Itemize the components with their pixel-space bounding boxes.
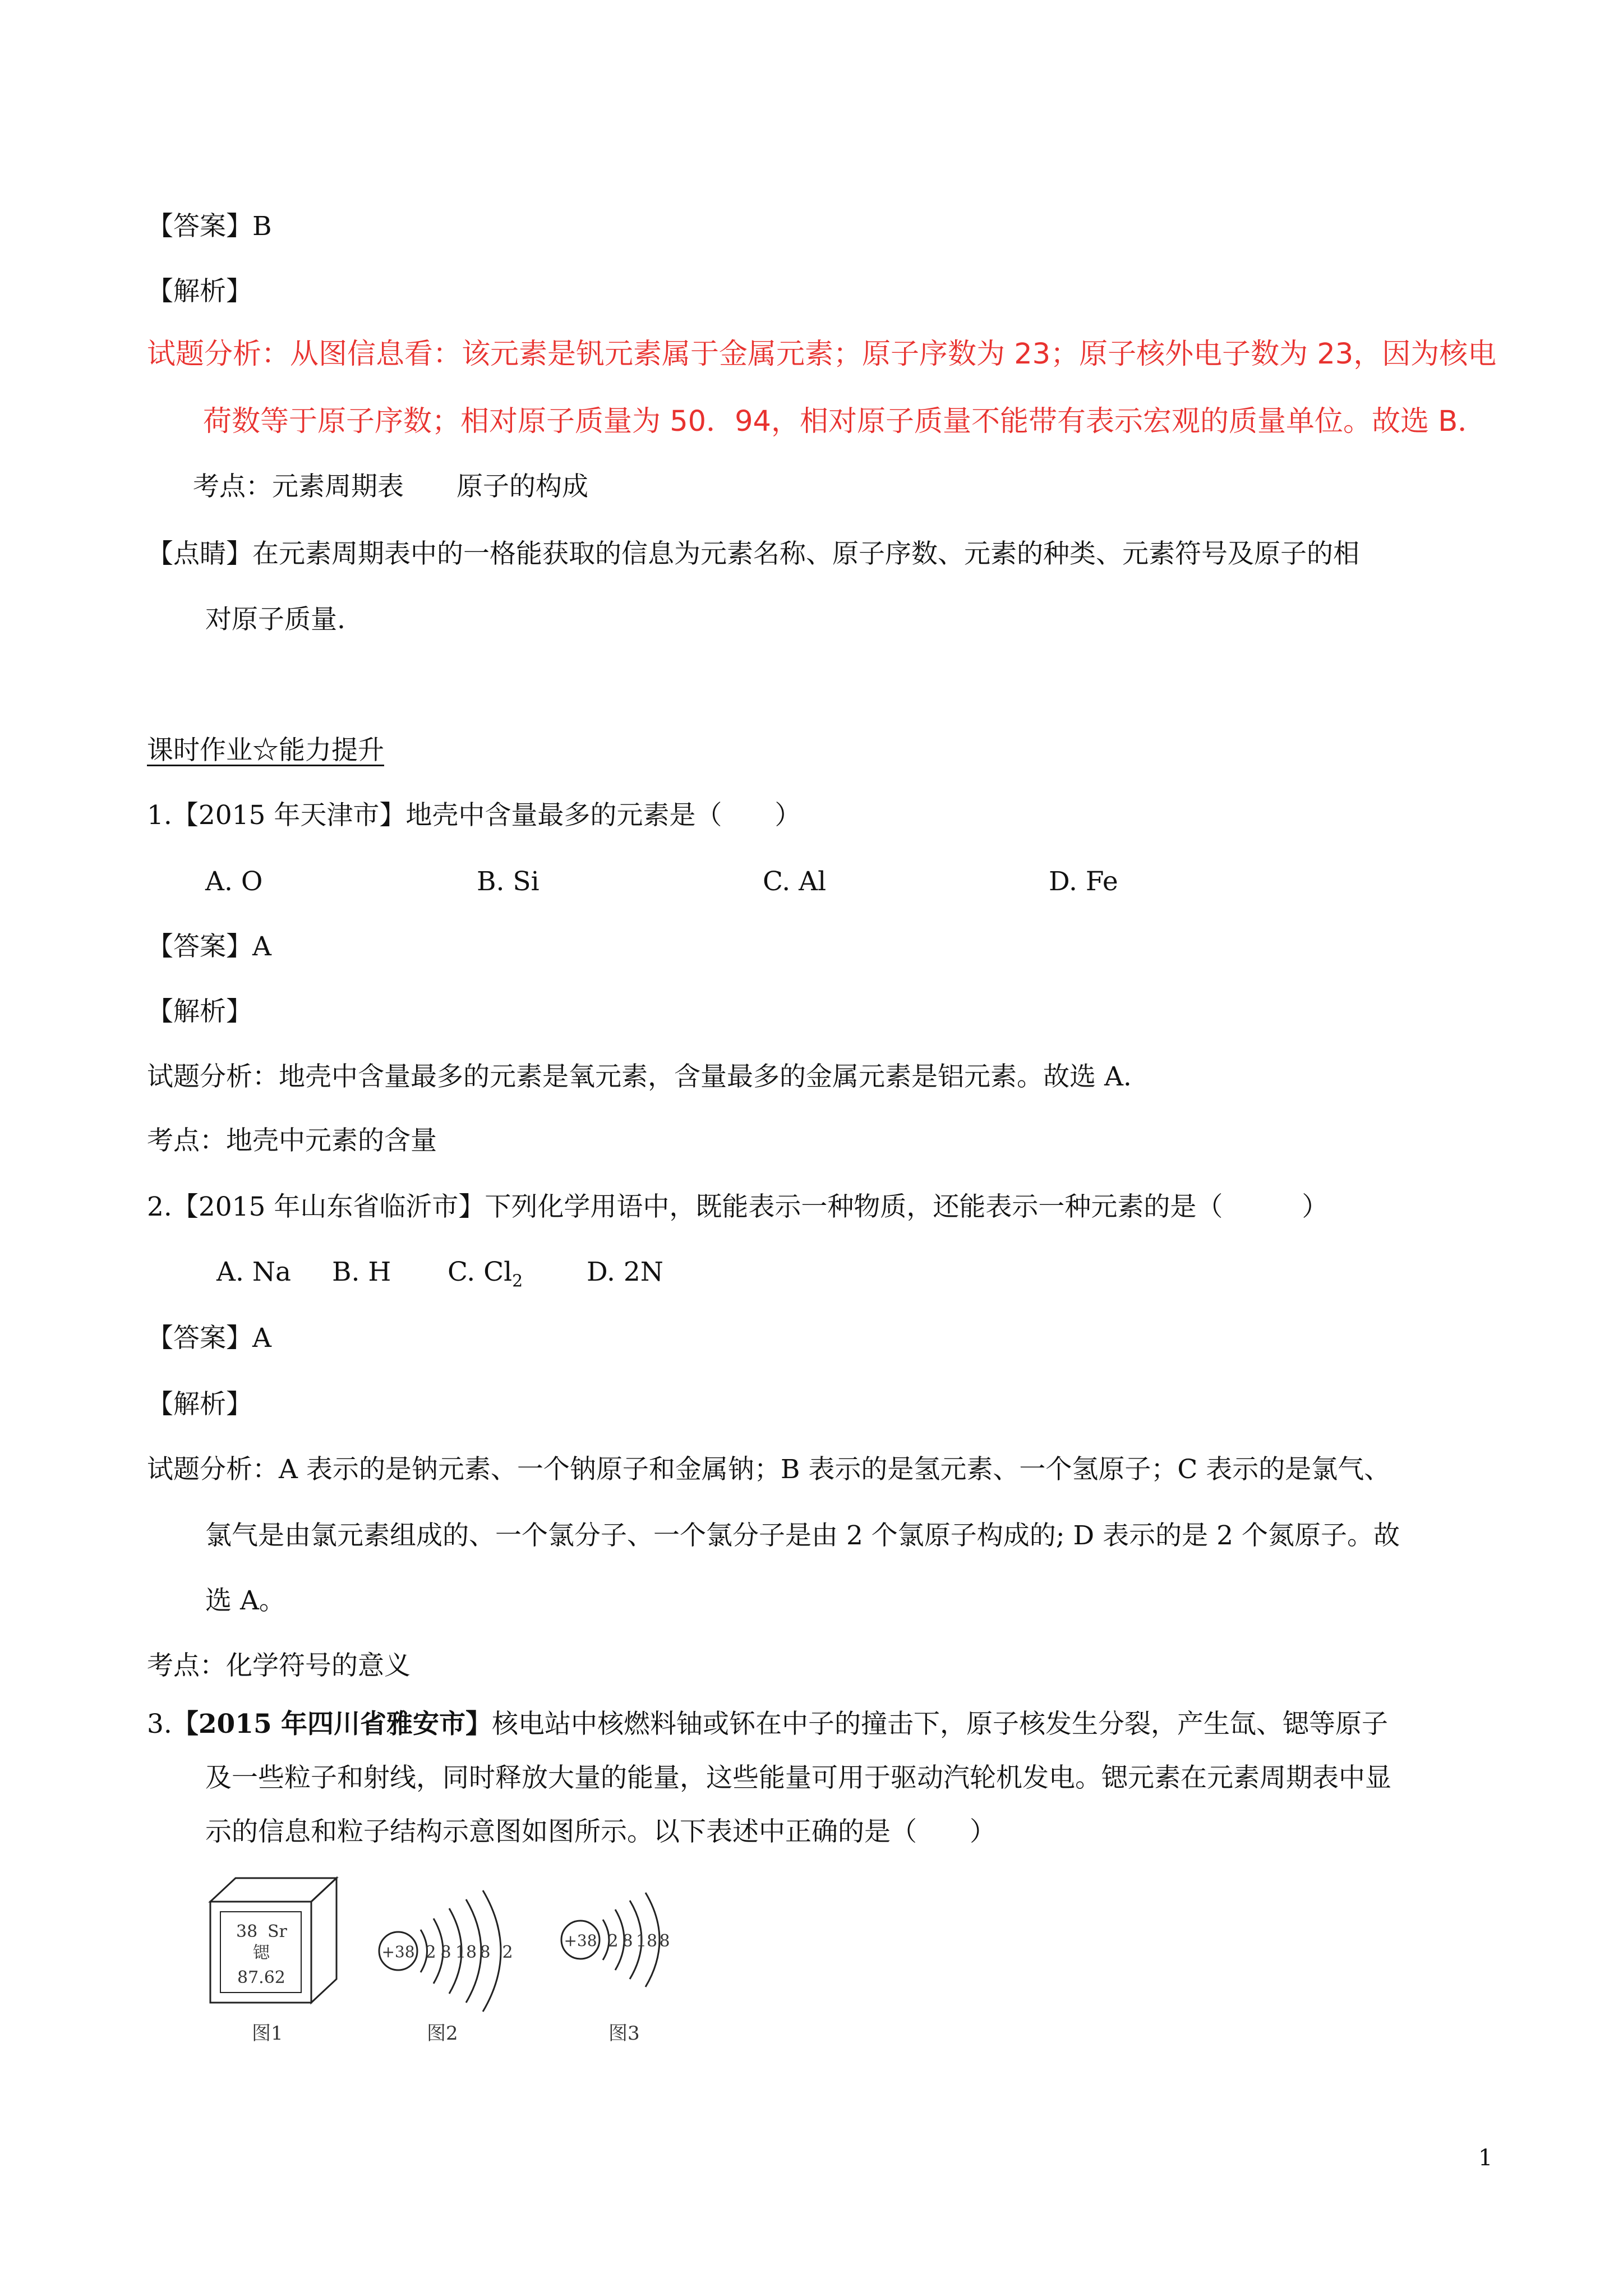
option-c bbox=[448, 1255, 523, 1298]
nucleus-charge: +38 bbox=[564, 1931, 597, 1950]
dianjing-line: 【点睛】在元素周期表中的一格能获取的信息为元素名称、原子序数、元素的种类、元素符号及原子的相 bbox=[147, 539, 1359, 569]
shell-electrons: 18 bbox=[455, 1943, 477, 1962]
question-2 bbox=[147, 1190, 1328, 1224]
dianjing-line: 对原子质量. bbox=[205, 604, 345, 635]
question-stem: 核电站中核燃料铀或钚在中子的撞击下，原子核发生分裂，产生氙、锶等原子 bbox=[492, 1709, 1389, 1740]
question-source: 【2015 年四川省雅安市】 bbox=[172, 1709, 492, 1740]
question-stem: 及一些粒子和射线，同时释放大量的能量，这些能量可用于驱动汽轮机发电。锶元素在元素周期表中显 bbox=[205, 1763, 1391, 1793]
kaodian-line: 考点：化学符号的意义 bbox=[147, 1650, 411, 1681]
analysis-text-red: 荷数等于原子序数；相对原子质量为 50．94，相对原子质量不能带有表示宏观的质量单位。故选 B． bbox=[203, 405, 1487, 438]
analysis-text: 氯气是由氯元素组成的、一个氯分子、一个氯分子是由 2 个氯原子构成的; D 表示的是 2 个氮原子。故 bbox=[205, 1520, 1400, 1551]
subscript: 2 bbox=[512, 1271, 523, 1291]
question-stem: 下列化学用语中，既能表示一种物质，还能表示一种元素的是（ ） bbox=[485, 1191, 1329, 1222]
option-b: B. H bbox=[332, 1257, 391, 1287]
question-stem: 示的信息和粒子结构示意图如图所示。以下表述中正确的是（ ） bbox=[205, 1816, 996, 1847]
shell-electrons: 18 bbox=[635, 1931, 658, 1951]
option-c: C. Al bbox=[763, 866, 827, 897]
atom-structure-diagram-1 bbox=[379, 1890, 513, 2045]
question-source: 【2015 年天津市】 bbox=[172, 800, 406, 831]
question-number: 3. bbox=[147, 1709, 172, 1740]
figure-caption-2: 图2 bbox=[427, 2022, 458, 2045]
shell-electrons: 8 bbox=[479, 1943, 491, 1962]
shell-electrons: 2 bbox=[425, 1943, 436, 1962]
shell-electrons: 8 bbox=[659, 1931, 670, 1951]
page-number: 1 bbox=[1478, 2145, 1493, 2171]
answer-line: 【答案】B bbox=[147, 211, 272, 242]
option-a: A. O bbox=[205, 866, 263, 897]
analysis-text: 试题分析：地壳中含量最多的元素是氧元素，含量最多的金属元素是铝元素。故选 A. bbox=[147, 1061, 1132, 1092]
kaodian-line: 考点：地壳中元素的含量 bbox=[147, 1125, 437, 1156]
figure-caption-3: 图3 bbox=[608, 2022, 640, 2045]
shell-electrons: 8 bbox=[622, 1931, 633, 1951]
analysis-text-red: 试题分析：从图信息看：该元素是钒元素属于金属元素；原子序数为 23；原子核外电子数为 23，因为核电 bbox=[147, 338, 1497, 371]
element-name: 锶 bbox=[253, 1943, 270, 1963]
shell-electrons: 2 bbox=[502, 1943, 513, 1962]
option-d: D. Fe bbox=[1049, 866, 1118, 897]
option-b: B. Si bbox=[477, 866, 540, 897]
strontium-figure bbox=[193, 1868, 721, 2081]
analysis-text: 选 A。 bbox=[205, 1585, 285, 1616]
question-1 bbox=[147, 799, 801, 832]
figure-caption-1: 图1 bbox=[252, 2022, 283, 2045]
question-source: 【2015 年山东省临沂市】 bbox=[172, 1191, 485, 1222]
figure-svg bbox=[193, 1868, 721, 2081]
analysis-heading: 【解析】 bbox=[147, 1389, 252, 1420]
answer-line: 【答案】A bbox=[147, 931, 271, 962]
analysis-text: 试题分析：A 表示的是钠元素、一个钠原子和金属钠；B 表示的是氢元素、一个氢原子；C 表示的是氯气、 bbox=[147, 1454, 1391, 1485]
question-stem: 地壳中含量最多的元素是（ ） bbox=[405, 800, 801, 831]
question-3 bbox=[147, 1708, 1388, 1741]
question-number: 2. bbox=[147, 1191, 172, 1222]
nucleus-charge: +38 bbox=[381, 1943, 415, 1961]
question-number: 1. bbox=[147, 800, 172, 831]
atomic-mass: 87.62 bbox=[237, 1968, 285, 1987]
kaodian-line: 考点：元素周期表 原子的构成 bbox=[193, 471, 588, 502]
analysis-heading: 【解析】 bbox=[147, 996, 252, 1027]
option-d: D. 2N bbox=[587, 1257, 663, 1287]
option-c-text: C. Cl bbox=[448, 1257, 513, 1287]
atom-structure-diagram-2 bbox=[561, 1893, 670, 2045]
answer-line: 【答案】A bbox=[147, 1323, 271, 1354]
section-title: 课时作业☆能力提升 bbox=[147, 735, 384, 766]
atomic-number: 38 bbox=[236, 1922, 258, 1941]
analysis-heading: 【解析】 bbox=[147, 276, 252, 307]
shell-electrons: 2 bbox=[607, 1931, 619, 1951]
shell-electrons: 8 bbox=[440, 1943, 451, 1962]
option-a: A. Na bbox=[216, 1257, 291, 1287]
element-symbol: Sr bbox=[268, 1922, 287, 1941]
